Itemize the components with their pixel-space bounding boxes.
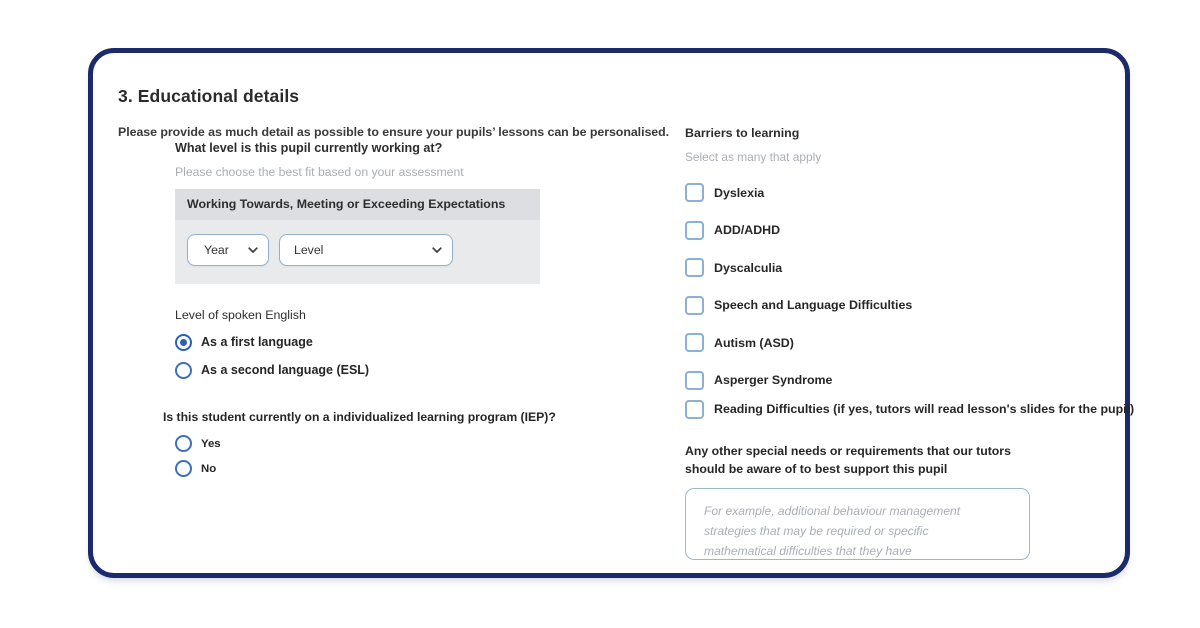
checkbox-indicator[interactable] xyxy=(685,221,704,240)
right-column xyxy=(685,126,1135,560)
other-needs-label xyxy=(685,442,1115,478)
checkbox-row-add-adhd[interactable] xyxy=(685,216,1115,245)
checkbox-indicator[interactable] xyxy=(685,296,704,315)
left-column xyxy=(163,141,645,481)
barriers-checkbox-list xyxy=(685,178,1135,424)
spoken-english-label: Level of spoken English xyxy=(175,308,306,322)
working-level-panel-header: Working Towards, Meeting or Exceeding Expectations xyxy=(175,189,540,220)
radio-label: As a second language (ESL) xyxy=(201,363,370,377)
checkbox-label: Dyslexia xyxy=(714,185,765,200)
other-needs-textarea[interactable] xyxy=(685,488,1030,560)
checkbox-label: Asperger Syndrome xyxy=(714,373,833,387)
radio-indicator-selected[interactable] xyxy=(175,334,192,351)
barriers-title: Barriers to learning xyxy=(685,126,800,140)
checkbox-indicator[interactable] xyxy=(685,183,704,202)
checkbox-indicator[interactable] xyxy=(685,371,704,390)
placeholder-line1: For example, additional behaviour management xyxy=(704,503,961,518)
intro-text: Please provide as much detail as possible to ensure your pupils’ lessons can be personalised. xyxy=(118,125,670,139)
checkbox-row-asperger[interactable] xyxy=(685,366,1115,395)
level-question-label: What level is this pupil currently working at? xyxy=(175,141,443,155)
checkbox-indicator[interactable] xyxy=(685,400,704,419)
level-question-hint: Please choose the best fit based on your assessment xyxy=(175,165,464,179)
working-level-panel xyxy=(175,189,540,284)
radio-option-second-language[interactable] xyxy=(175,356,645,384)
iep-question-label: Is this student currently on a individualized learning program (IEP)? xyxy=(163,410,556,424)
level-select-value: Level xyxy=(294,243,324,257)
checkbox-label: Autism (ASD) xyxy=(714,335,794,350)
checkbox-row-autism[interactable] xyxy=(685,328,1115,357)
placeholder-line2: strategies that may be required or specific xyxy=(704,523,929,538)
radio-option-iep-yes[interactable] xyxy=(175,431,645,456)
other-needs-label-line1: Any other special needs or requirements that our tutors xyxy=(685,443,1011,458)
checkbox-row-dyslexia[interactable] xyxy=(685,178,1115,207)
radio-option-iep-no[interactable] xyxy=(175,456,645,481)
radio-option-first-language[interactable] xyxy=(175,328,645,356)
barriers-hint: Select as many that apply xyxy=(685,150,822,164)
level-select[interactable] xyxy=(279,234,453,266)
iep-radio-group xyxy=(175,431,645,481)
checkbox-indicator[interactable] xyxy=(685,333,704,352)
checkbox-row-speech-language[interactable] xyxy=(685,291,1115,320)
checkbox-label: Dyscalculia xyxy=(714,260,783,275)
page-title: 3. Educational details xyxy=(118,86,300,106)
radio-indicator[interactable] xyxy=(175,460,192,477)
year-select-value: Year xyxy=(204,243,229,257)
checkbox-row-dyscalculia[interactable] xyxy=(685,253,1115,282)
checkbox-label: ADD/ADHD xyxy=(714,223,781,237)
year-select[interactable] xyxy=(187,234,269,266)
checkbox-label: Reading Difficulties (if yes, tutors will read lesson's slides for the pupil) xyxy=(714,402,1135,416)
other-needs-placeholder xyxy=(704,501,1015,561)
chevron-down-icon xyxy=(432,245,441,254)
placeholder-line3: mathematical difficulties that they have xyxy=(704,543,912,558)
radio-label: As a first language xyxy=(201,335,313,349)
working-level-panel-body xyxy=(175,220,540,266)
radio-indicator[interactable] xyxy=(175,362,192,379)
checkbox-row-reading-difficulties[interactable] xyxy=(685,395,1135,424)
radio-indicator[interactable] xyxy=(175,435,192,452)
other-needs-label-line2: should be aware of to best support this pupil xyxy=(685,461,948,476)
checkbox-label: Speech and Language Difficulties xyxy=(714,298,913,312)
checkbox-indicator[interactable] xyxy=(685,258,704,277)
radio-label: Yes xyxy=(201,437,221,450)
educational-details-card xyxy=(88,48,1135,578)
chevron-down-icon xyxy=(248,245,257,254)
radio-label: No xyxy=(201,462,217,475)
spoken-english-group xyxy=(175,308,645,384)
